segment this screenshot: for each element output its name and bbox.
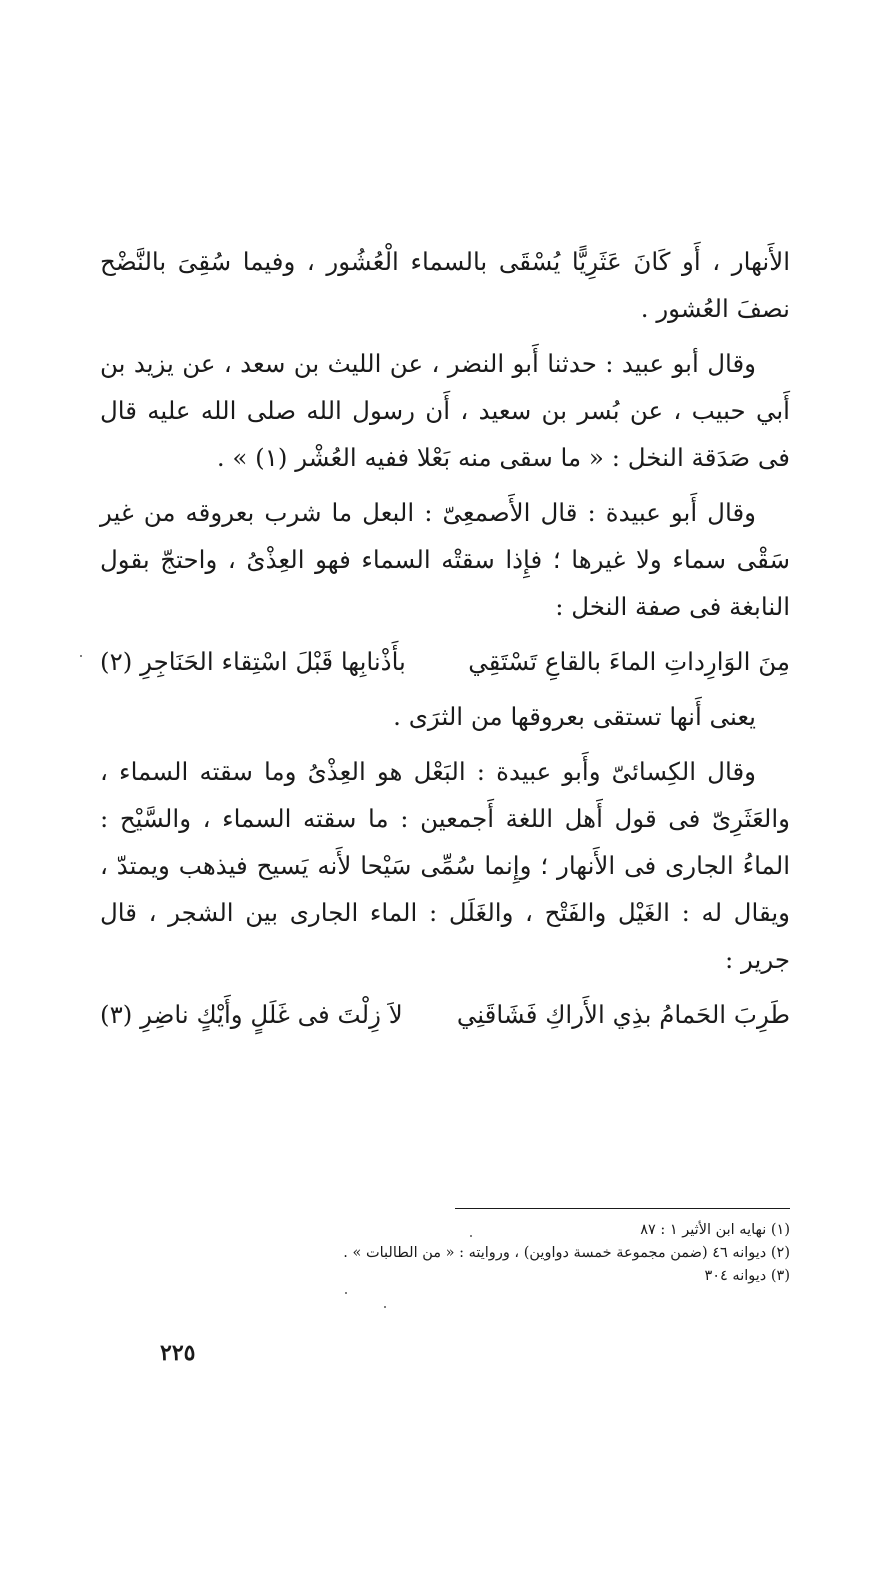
main-text: [100, 238, 790, 1046]
scan-speck: [345, 1292, 347, 1294]
poem-second-hemistich: بأَذْنابِها قَبْلَ اسْتِقاء الحَنَاجِرِ (٢): [100, 647, 406, 676]
footnote-1: (١) نهايه ابن الأثير ١ : ٨٧: [640, 1222, 790, 1238]
paragraph-2: وقال أبو عبيد : حدثنا أَبو النضر ، عن الليث بن سعد ، عن يزيد بن أَبي حبيب ، عن بُسر بن سعيد ، أَن رسول الله صلى الله عليه قال فى صَدَقة النخل : « ما سقى منه بَعْلا ففيه العُشْر (١) » .: [100, 349, 790, 472]
paragraph-1: الأَنهار ، أَو كَانَ عَثَرِيًّا يُسْقَى بالسماء الْعُشُور ، وفيما سُقِىَ بالنَّضْح نصفَ العُشور .: [100, 247, 790, 323]
paragraph-3: وقال أَبو عبيدة : قال الأَصمعِىّ : البعل ما شرب بعروقه من غير سَقْى سماء ولا غيرها ؛ فإِذا سقتْه السماء فهو العِذْىُ ، واحتجّ بقول النابغة فى صفة النخل :: [100, 498, 790, 621]
footnote-2: (٢) ديوانه ٤٦ (ضمن مجموعة خمسة دواوين) ، وروايته : « من الطالبات » .: [343, 1245, 790, 1261]
scan-speck: [384, 1306, 386, 1308]
poem-second-hemistich: لاَ زِلْتَ فى غَلَلٍ وأَيْكٍ ناضِرِ (٣): [100, 1000, 403, 1029]
poem-verse-jarir: [100, 991, 790, 1038]
paragraph-5: وقال الكِسائىّ وأَبو عبيدة : البَعْل هو العِذْىُ وما سقته السماء ، والعَثَرِىّ فى قول أَهل اللغة أَجمعين : ما سقته السماء ، والسَّيْح : الماءُ الجارى فى الأَنهار ؛ وإِنما سُمِّى سَيْحا لأَنه يَسيح فيذهب ويمتدّ ، ويقال له : الغَيْل والفَتْح ، والغَلَل : الماء الجارى بين الشجر ، قال جرير :: [100, 757, 790, 974]
poem-first-hemistich: مِنَ الوَارِداتِ الماءَ بالقاعِ تَسْتَقِي: [468, 647, 790, 676]
page-number: ٢٢٥: [160, 1340, 196, 1366]
paragraph-4: يعنى أَنها تستقى بعروقها من الثرَى .: [393, 702, 756, 731]
footnote-3: (٣) ديوانه ٣٠٤: [704, 1268, 790, 1284]
footnote-divider: [455, 1208, 790, 1209]
footnotes: [160, 1219, 790, 1288]
poem-first-hemistich: طَرِبَ الحَمامُ بذِي الأَراكِ فَشَاقَنِي: [456, 1000, 790, 1029]
scan-speck: [80, 655, 82, 657]
poem-verse-nabigha: [100, 638, 790, 685]
scan-speck: [470, 1235, 472, 1237]
